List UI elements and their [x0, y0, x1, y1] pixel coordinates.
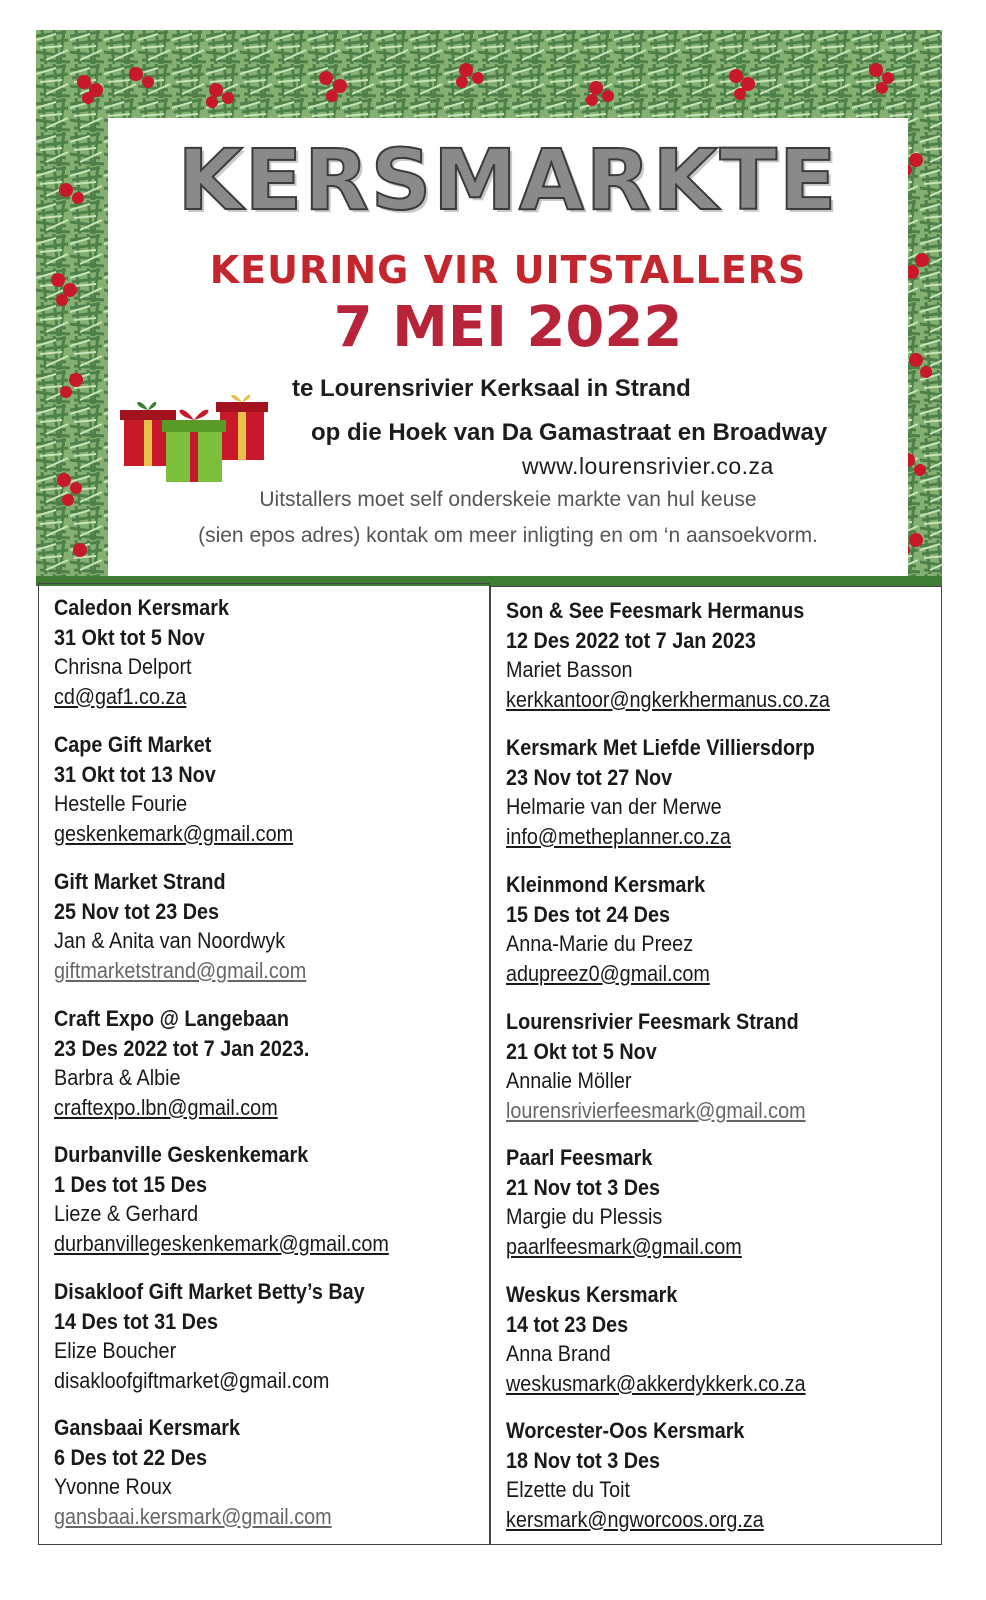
location-line-1: te Lourensrivier Kerksaal in Strand — [292, 375, 691, 402]
market-email-link[interactable]: geskenkemark@gmail.com — [54, 820, 294, 846]
market-name: Gift Market Strand — [54, 869, 226, 894]
market-name: Worcester-Oos Kersmark — [506, 1418, 745, 1443]
market-email-link[interactable]: disakloofgiftmarket@gmail.com — [54, 1367, 330, 1393]
list-item — [54, 1413, 484, 1531]
note-line-1: Uitstallers moet self onderskeie markte van hul keuse — [259, 488, 757, 511]
list-item — [54, 593, 484, 711]
market-dates: 1 Des tot 15 Des — [54, 1171, 207, 1197]
list-item — [506, 1416, 936, 1534]
list-item — [506, 596, 936, 714]
gift-boxes-icon — [120, 386, 270, 486]
market-name: Disakloof Gift Market Betty’s Bay — [54, 1279, 365, 1304]
market-dates: 14 tot 23 Des — [506, 1311, 629, 1337]
location-line-2: op die Hoek van Da Gamastraat en Broadway — [311, 419, 828, 446]
market-dates: 23 Nov tot 27 Nov — [506, 764, 673, 790]
list-item — [54, 867, 484, 985]
market-contact: Helmarie van der Merwe — [506, 794, 722, 819]
market-dates: 21 Nov tot 3 Des — [506, 1174, 661, 1200]
market-dates: 18 Nov tot 3 Des — [506, 1447, 661, 1473]
list-item — [54, 1004, 484, 1122]
market-contact: Barbra & Albie — [54, 1065, 181, 1090]
market-name: Craft Expo @ Langebaan — [54, 1006, 289, 1031]
market-name: Paarl Feesmark — [506, 1145, 653, 1170]
market-email-link[interactable]: paarlfeesmark@gmail.com — [506, 1233, 742, 1259]
website-link[interactable]: www.lourensrivier.co.za — [522, 453, 774, 479]
market-name: Gansbaai Kersmark — [54, 1415, 241, 1440]
market-contact: Elzette du Toit — [506, 1477, 631, 1502]
market-email-link[interactable]: weskusmark@akkerdykkerk.co.za — [506, 1370, 806, 1396]
header-content-panel — [108, 118, 908, 576]
market-email-link[interactable]: kersmark@ngworcoos.org.za — [506, 1506, 764, 1532]
list-item — [54, 1140, 484, 1258]
market-contact: Hestelle Fourie — [54, 791, 188, 816]
market-contact: Mariet Basson — [506, 657, 633, 682]
market-contact: Chrisna Delport — [54, 654, 192, 679]
market-email-link[interactable]: adupreez0@gmail.com — [506, 960, 710, 986]
market-email-link[interactable]: durbanvillegeskenkemark@gmail.com — [54, 1230, 389, 1256]
market-contact: Yvonne Roux — [54, 1474, 172, 1499]
market-email-link[interactable]: info@metheplanner.co.za — [506, 823, 731, 849]
market-email-link[interactable]: gansbaai.kersmark@gmail.com — [54, 1503, 332, 1529]
market-dates: 31 Okt tot 13 Nov — [54, 761, 216, 787]
markets-list-right — [490, 586, 942, 1545]
market-email-link[interactable]: craftexpo.lbn@gmail.com — [54, 1094, 278, 1120]
market-dates: 25 Nov tot 23 Des — [54, 898, 220, 924]
market-dates: 23 Des 2022 tot 7 Jan 2023. — [54, 1035, 310, 1061]
market-dates: 6 Des tot 22 Des — [54, 1444, 207, 1470]
markets-list-left — [38, 583, 490, 1545]
market-name: Weskus Kersmark — [506, 1282, 678, 1307]
market-name: Lourensrivier Feesmark Strand — [506, 1009, 799, 1034]
market-dates: 31 Okt tot 5 Nov — [54, 624, 205, 650]
market-email-link[interactable]: cd@gaf1.co.za — [54, 683, 187, 709]
market-contact: Lieze & Gerhard — [54, 1201, 199, 1226]
market-contact: Jan & Anita van Noordwyk — [54, 928, 286, 953]
market-email-link[interactable]: kerkkantoor@ngkerkhermanus.co.za — [506, 686, 830, 712]
poster-header — [36, 30, 942, 586]
market-contact: Margie du Plessis — [506, 1204, 663, 1229]
market-dates: 21 Okt tot 5 Nov — [506, 1038, 657, 1064]
list-item — [54, 1277, 484, 1395]
page-title: KERSMARKTE — [177, 131, 839, 229]
market-email-link[interactable]: giftmarketstrand@gmail.com — [54, 957, 307, 983]
market-dates: 15 Des tot 24 Des — [506, 901, 670, 927]
list-item — [54, 730, 484, 848]
market-contact: Elize Boucher — [54, 1338, 177, 1363]
market-name: Durbanville Geskenkemark — [54, 1142, 309, 1167]
note-line-2: (sien epos adres) kontak om meer inligting en om ‘n aansoekvorm. — [198, 524, 818, 547]
list-item — [506, 1280, 936, 1398]
list-item — [506, 870, 936, 988]
market-contact: Anna Brand — [506, 1341, 611, 1366]
market-dates: 12 Des 2022 tot 7 Jan 2023 — [506, 627, 756, 653]
event-date: 7 MEI 2022 — [333, 295, 683, 360]
market-email-link[interactable]: lourensrivierfeesmark@gmail.com — [506, 1097, 806, 1123]
market-name: Caledon Kersmark — [54, 595, 229, 620]
page-subtitle: KEURING VIR UITSTALLERS — [209, 248, 807, 292]
market-contact: Annalie Möller — [506, 1068, 632, 1093]
market-contact: Anna-Marie du Preez — [506, 931, 694, 956]
list-item — [506, 1143, 936, 1261]
market-dates: 14 Des tot 31 Des — [54, 1308, 218, 1334]
market-name: Kleinmond Kersmark — [506, 872, 706, 897]
list-item — [506, 1007, 936, 1125]
market-name: Son & See Feesmark Hermanus — [506, 598, 805, 623]
market-name: Kersmark Met Liefde Villiersdorp — [506, 735, 815, 760]
list-item — [506, 733, 936, 851]
market-name: Cape Gift Market — [54, 732, 212, 757]
